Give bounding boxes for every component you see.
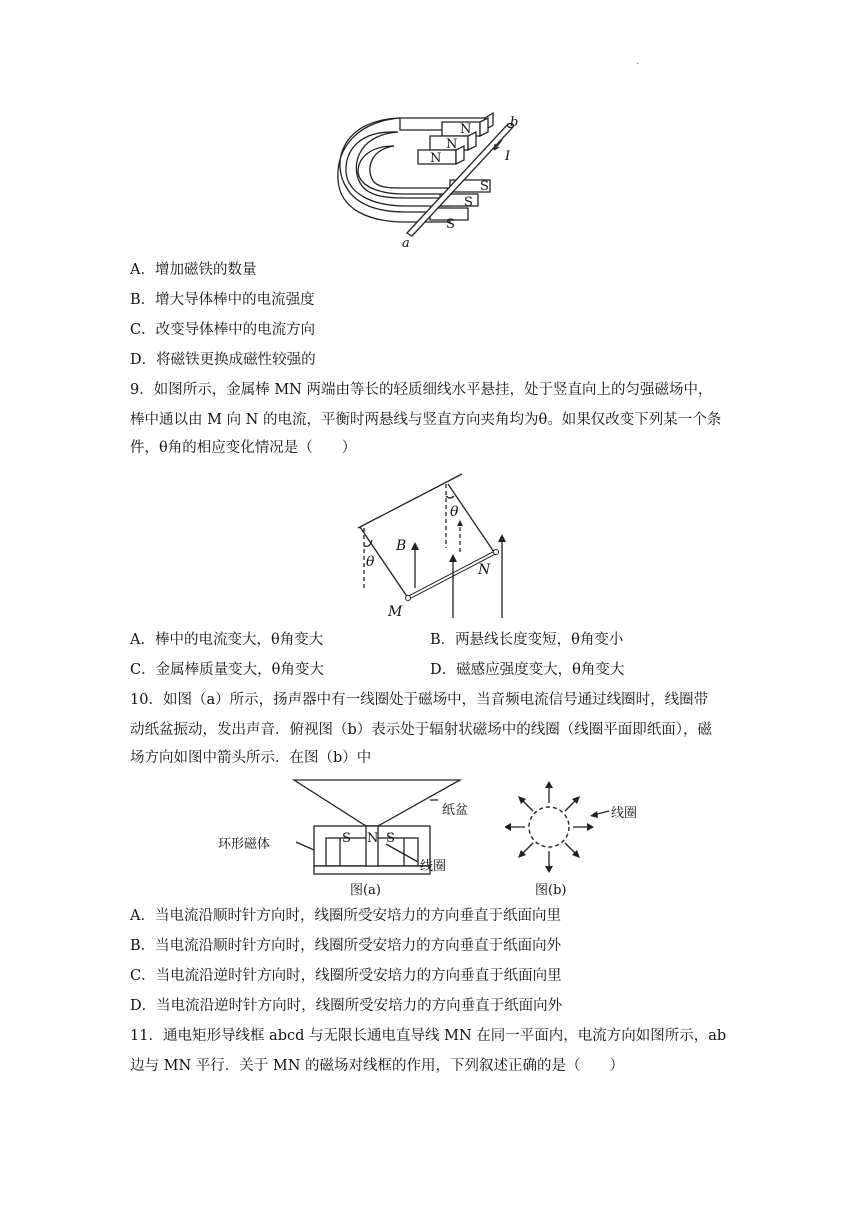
q10-option-d: D．当电流沿逆时针方向时，线圈所受安培力的方向垂直于纸面向外 xyxy=(130,998,563,1014)
suspended-rod-figure xyxy=(350,470,520,622)
north-label-3: N xyxy=(430,151,442,166)
caption-a: 图(a) xyxy=(350,883,381,898)
north-label-1: N xyxy=(460,122,472,137)
q8-option-d: D．将磁铁更换成磁性较强的 xyxy=(130,352,316,368)
magnet-rod-figure xyxy=(330,110,530,250)
coil-label-b: 线圈 xyxy=(611,806,638,821)
q10-stem-line-3: 场方向如图中箭头所示．在图（b）中 xyxy=(130,750,372,766)
q10-stem-line-2: 动纸盆振动，发出声音．俯视图（b）表示处于辐射状磁场中的线圈（线圈平面即纸面），磁 xyxy=(130,722,713,738)
coil-label-a: 线圈 xyxy=(420,859,447,874)
q10-option-c: C．当电流沿逆时针方向时，线圈所受安培力的方向垂直于纸面向里 xyxy=(130,968,562,984)
pole-n-center: N xyxy=(367,831,379,846)
end-n-label: N xyxy=(478,562,491,578)
magnet-label: 环形磁体 xyxy=(218,837,271,852)
caption-b: 图(b) xyxy=(535,883,567,898)
field-b-label: B xyxy=(396,538,407,554)
q11-stem-line-2: 边与 MN 平行．关于 MN 的磁场对线框的作用，下列叙述正确的是（ ） xyxy=(130,1058,625,1074)
loudspeaker-figure-a xyxy=(210,770,490,900)
q8-option-b: B．增大导体棒中的电流强度 xyxy=(130,292,315,308)
south-label-3: S xyxy=(446,217,455,232)
theta-label-right: θ xyxy=(450,504,459,520)
rod-end-a: a xyxy=(402,236,410,250)
cone-label: 纸盆 xyxy=(442,803,469,818)
radial-field-figure-b xyxy=(505,775,655,900)
south-label-1: S xyxy=(480,179,489,194)
south-label-2: S xyxy=(464,195,473,210)
q9-stem-line-2: 棒中通以由 M 向 N 的电流，平衡时两悬线与竖直方向夹角均为θ。如果仅改变下列某一个条 xyxy=(130,412,722,428)
north-label-2: N xyxy=(446,137,458,152)
header-dot: . xyxy=(636,56,640,67)
q9-stem-line-1: 9．如图所示，金属棒 MN 两端由等长的轻质细线水平悬挂，处于竖直向上的匀强磁场中， xyxy=(130,382,713,398)
q9-option-d: D．磁感应强度变大，θ角变大 xyxy=(430,662,625,678)
q11-stem-line-1: 11．通电矩形导线框 abcd 与无限长通电直导线 MN 在同一平面内，电流方向如图所示，ab xyxy=(130,1028,727,1044)
current-label: I xyxy=(505,149,511,164)
q8-option-c: C．改变导体棒中的电流方向 xyxy=(130,322,316,338)
theta-label-left: θ xyxy=(366,554,375,570)
q9-stem-line-3: 件，θ角的相应变化情况是（ ） xyxy=(130,440,357,456)
q9-option-c: C．金属棒质量变大，θ角变大 xyxy=(130,662,324,678)
end-m-label: M xyxy=(388,604,403,620)
q10-stem-line-1: 10．如图（a）所示，扬声器中有一线圈处于磁场中，当音频电流信号通过线圈时，线圈带 xyxy=(130,692,709,708)
q9-option-b: B．两悬线长度变短，θ角变小 xyxy=(430,632,624,648)
pole-s-left: S xyxy=(342,831,351,846)
q9-option-a: A．棒中的电流变大，θ角变大 xyxy=(130,632,324,648)
q10-option-b: B．当电流沿顺时针方向时，线圈所受安培力的方向垂直于纸面向外 xyxy=(130,938,562,954)
q8-option-a: A．增加磁铁的数量 xyxy=(130,262,257,278)
rod-end-b: b xyxy=(510,115,519,130)
q10-option-a: A．当电流沿顺时针方向时，线圈所受安培力的方向垂直于纸面向里 xyxy=(130,908,561,924)
pole-s-right: S xyxy=(386,831,395,846)
